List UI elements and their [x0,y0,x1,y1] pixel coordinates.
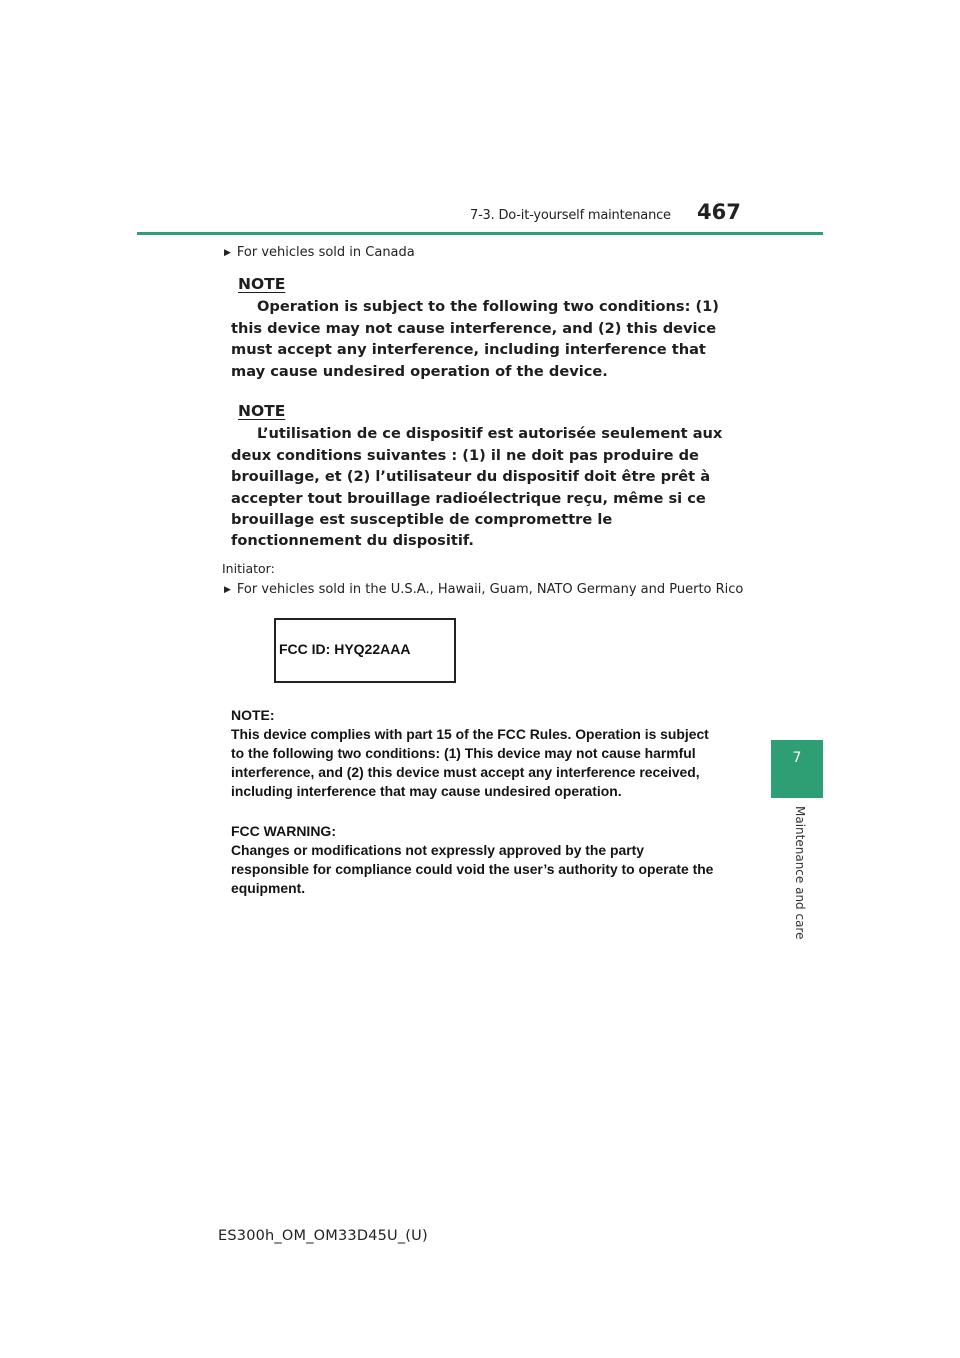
fcc-warning [231,822,751,898]
triangle-bullet-icon: ▶ [224,585,231,595]
header-divider [137,232,823,235]
fcc-warning-heading: FCC WARNING: [231,823,336,839]
note-english [231,274,751,382]
fcc-note-line: interference, and (2) this device must accept any interference received, [231,764,700,780]
fcc-note-line: This device complies with part 15 of the FCC Rules. Operation is subject [231,726,709,742]
fcc-note-line: to the following two conditions: (1) This device may not cause harmful [231,745,696,761]
bullet-usa-text: For vehicles sold in the U.S.A., Hawaii, Guam, NATO Germany and Puerto Rico [236,582,744,597]
chapter-title: Maintenance and care [793,806,807,940]
fcc-note-line: including interference that may cause undesired operation. [231,783,622,799]
chapter-tab [771,740,823,798]
manual-code: ES300h_OM_OM33D45U_(U) [218,1228,428,1244]
note-english-line: may cause undesired operation of the device. [231,362,608,380]
bullet-usa [224,582,743,597]
note-french-line: L’utilisation de ce dispositif est autorisée seulement aux [257,425,723,443]
note-french-line: brouillage est susceptible de compromettre le [231,511,613,529]
note-french-line: brouillage, et (2) l’utilisateur du dispositif doit être prêt à [231,468,711,486]
fcc-note-heading: NOTE: [231,707,275,723]
fcc-warning-line: equipment. [231,880,306,896]
note-french-line: deux conditions suivantes : (1) il ne doit pas produire de [231,446,699,464]
fcc-warning-line: responsible for compliance could void the user’s authority to operate the [231,861,714,877]
note-french-line: fonctionnement du dispositif. [231,532,474,550]
note-english-line: must accept any interference, including interference that [231,341,706,359]
fcc-note [231,706,751,801]
bullet-canada-text: For vehicles sold in Canada [236,245,415,260]
chapter-number: 7 [792,750,802,766]
section-title: 7-3. Do-it-yourself maintenance [470,208,671,223]
initiator-label: Initiator: [222,561,275,576]
fcc-warning-line: Changes or modifications not expressly approved by the party [231,842,644,858]
note-french-heading: NOTE [238,402,286,420]
note-english-line: this device may not cause interference, and (2) this device [231,319,717,337]
note-english-line: Operation is subject to the following two conditions: (1) [257,298,719,316]
bullet-canada [224,245,415,260]
fcc-id-text: FCC ID: HYQ22AAA [279,641,411,657]
page-number: 467 [697,200,741,224]
note-french [231,401,751,552]
triangle-bullet-icon: ▶ [224,248,231,258]
note-french-line: accepter tout brouillage radioélectrique reçu, même si ce [231,489,706,507]
fcc-id-label [274,618,456,683]
note-english-heading: NOTE [238,275,286,293]
